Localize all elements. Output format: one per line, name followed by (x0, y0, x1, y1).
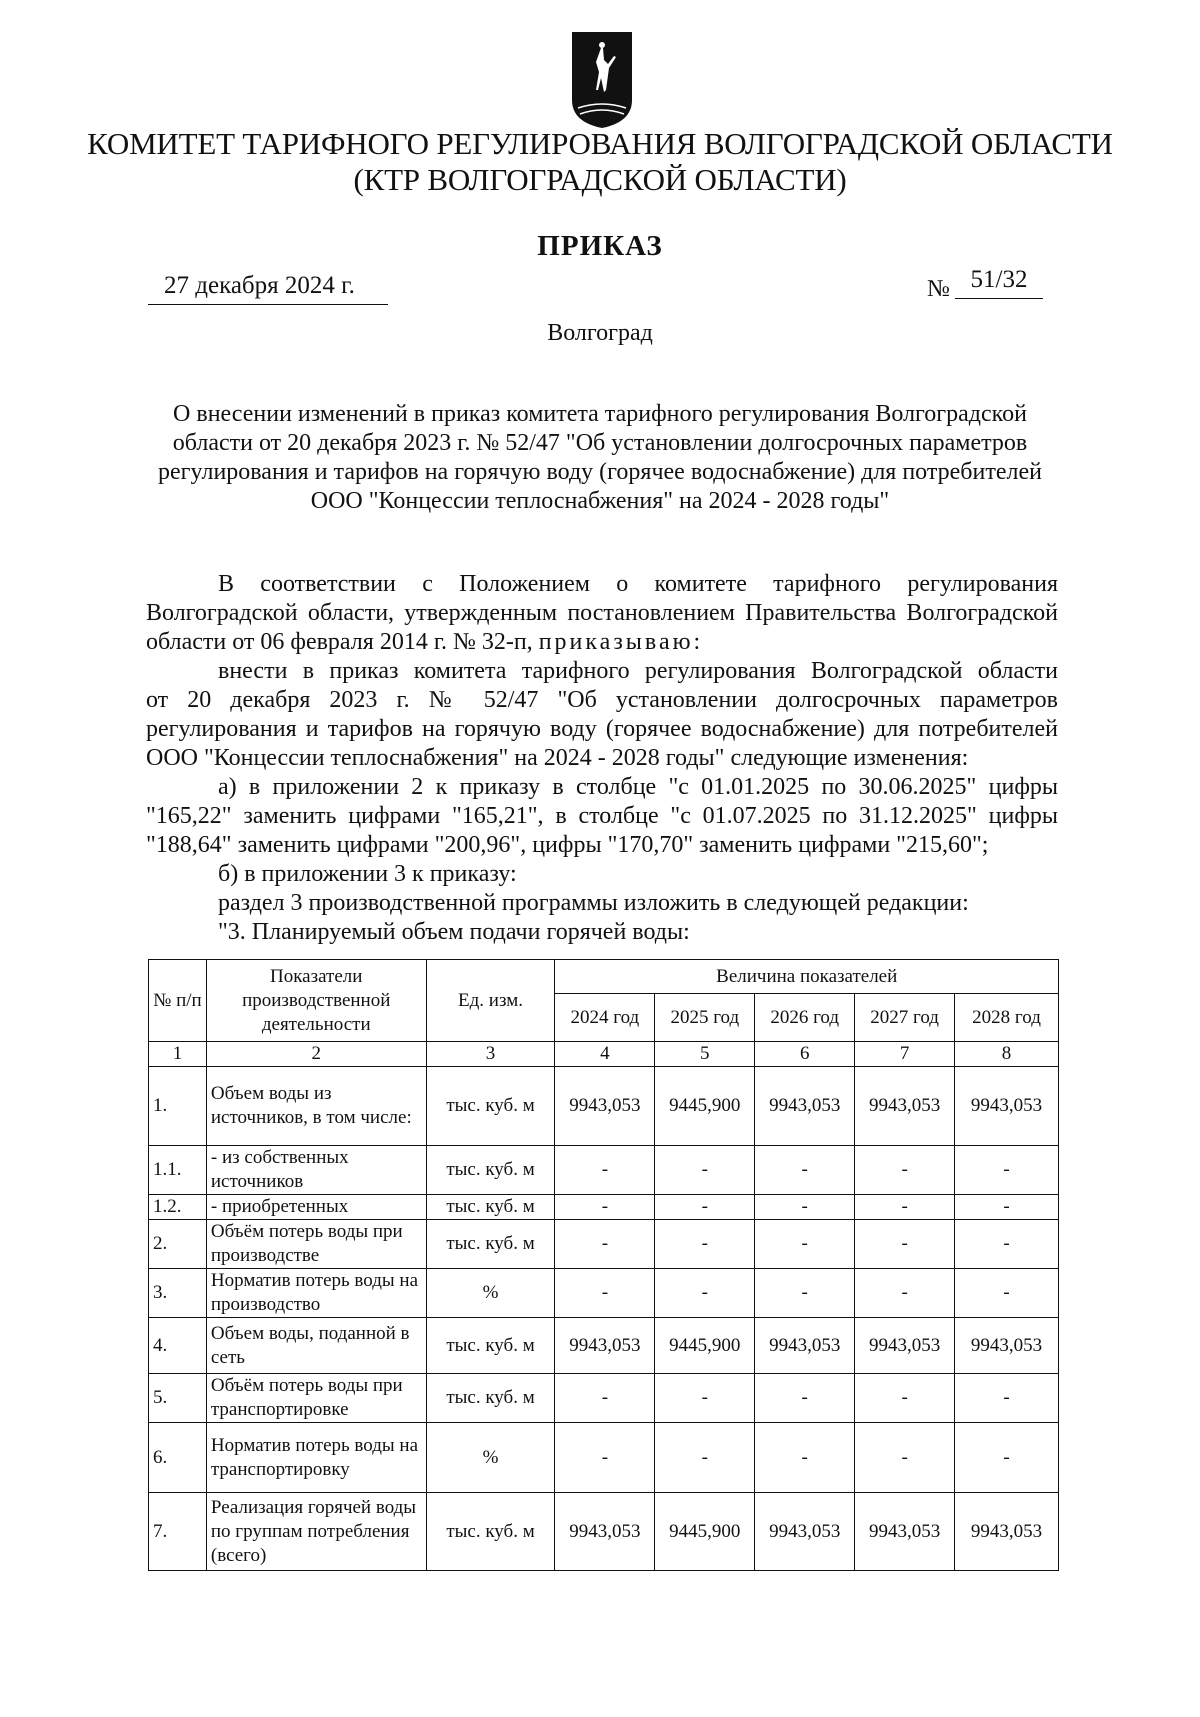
indicator-cell: - приобретенных (206, 1195, 426, 1220)
row-number-cell: 7. (149, 1493, 207, 1571)
value-cell: 9943,053 (555, 1318, 655, 1374)
header-cell: № п/п (149, 960, 207, 1042)
value-cell: - (555, 1195, 655, 1220)
value-cell: - (755, 1195, 855, 1220)
column-number: 3 (426, 1042, 555, 1067)
indicator-cell: Объем воды, поданной в сеть (206, 1318, 426, 1374)
row-number-cell: 1.2. (149, 1195, 207, 1220)
value-cell: - (655, 1423, 755, 1493)
table-row (149, 1318, 1059, 1374)
order-subject: О внесении изменений в приказ комитета тарифного регулирования Волгоградской области от 20 декабря 2023 г. № 52/47 "Об установлении долгосрочных параметров регулирования и тарифов на горячую воду (горячее водоснабжение) для потребителей ООО "Концессии теплоснабжения" на 2024 - 2028 годы" (158, 401, 1042, 514)
value-cell: - (855, 1423, 955, 1493)
header-cell: Показатели производственной деятельности (206, 960, 426, 1042)
order-date: 27 декабря 2024 г. (148, 272, 388, 305)
body-line: внести в приказ комитета тарифного регулирования Волгоградской области (218, 658, 1058, 684)
row-number-cell: 3. (149, 1269, 207, 1318)
value-cell: - (655, 1374, 755, 1423)
value-cell: 9943,053 (855, 1067, 955, 1146)
body-line: "3. Планируемый объем подачи горячей воды: (218, 919, 690, 945)
column-number: 1 (149, 1042, 207, 1067)
body-text: области от 06 февраля 2014 г. № 32-п, (146, 629, 533, 655)
indicator-cell: Объём потерь воды при производстве (206, 1220, 426, 1269)
row-number-cell: 1.1. (149, 1146, 207, 1195)
order-number-label: № (927, 276, 950, 302)
value-cell: - (955, 1220, 1059, 1269)
table-row (149, 1220, 1059, 1269)
indicator-cell: - из собственных источников (206, 1146, 426, 1195)
indicator-cell: Объем воды из источников, в том числе: (206, 1067, 426, 1146)
value-cell: - (655, 1220, 755, 1269)
value-cell: - (955, 1146, 1059, 1195)
body-line: раздел 3 производственной программы изложить в следующей редакции: (218, 890, 969, 916)
table-row (149, 1195, 1059, 1220)
year-cell: 2027 год (855, 994, 955, 1042)
organization-name: КОМИТЕТ ТАРИФНОГО РЕГУЛИРОВАНИЯ ВОЛГОГРАДСКОЙ ОБЛАСТИ (87, 126, 1113, 161)
value-cell: - (755, 1423, 855, 1493)
body-line: б) в приложении 3 к приказу: (218, 861, 517, 887)
unit-cell: тыс. куб. м (426, 1374, 555, 1423)
value-cell: - (555, 1374, 655, 1423)
value-cell: 9445,900 (655, 1493, 755, 1571)
column-number: 7 (855, 1042, 955, 1067)
indicator-cell: Норматив потерь воды на транспортировку (206, 1423, 426, 1493)
body-line: Волгоградской области, утвержденным постановлением Правительства Волгоградской (146, 600, 1058, 626)
value-cell: 9943,053 (955, 1067, 1059, 1146)
table-row (149, 1423, 1059, 1493)
value-cell: 9943,053 (955, 1493, 1059, 1571)
row-number-cell: 1. (149, 1067, 207, 1146)
order-body (146, 570, 1058, 947)
unit-cell: % (426, 1423, 555, 1493)
document-type: ПРИКАЗ (537, 230, 663, 262)
value-cell: - (755, 1220, 855, 1269)
value-cell: 9943,053 (955, 1318, 1059, 1374)
value-cell: 9445,900 (655, 1318, 755, 1374)
value-cell: - (555, 1146, 655, 1195)
value-cell: - (655, 1146, 755, 1195)
header-cell: Величина показателей (555, 960, 1059, 994)
unit-cell: % (426, 1269, 555, 1318)
value-cell: 9943,053 (755, 1318, 855, 1374)
column-number: 8 (955, 1042, 1059, 1067)
value-cell: 9943,053 (555, 1493, 655, 1571)
unit-cell: тыс. куб. м (426, 1146, 555, 1195)
table-column-numbers-row (149, 1042, 1059, 1067)
body-line: В соответствии с Положением о комитете тарифного регулирования (218, 571, 1058, 597)
hot-water-supply-table (148, 959, 1059, 1571)
table-row (149, 1493, 1059, 1571)
body-line: а) в приложении 2 к приказу в столбце "с 01.01.2025 по 30.06.2025" цифры (218, 774, 1058, 800)
unit-cell: тыс. куб. м (426, 1220, 555, 1269)
table-row (149, 1146, 1059, 1195)
row-number-cell: 5. (149, 1374, 207, 1423)
body-line: ООО "Концессии теплоснабжения" на 2024 - 2028 годы" следующие изменения: (146, 745, 969, 771)
body-line: регулирования и тарифов на горячую воду (горячее водоснабжение) для потребителей (146, 716, 1058, 742)
unit-cell: тыс. куб. м (426, 1195, 555, 1220)
value-cell: - (955, 1269, 1059, 1318)
unit-cell: тыс. куб. м (426, 1318, 555, 1374)
year-cell: 2026 год (755, 994, 855, 1042)
body-line: "165,22" заменить цифрами "165,21", в столбце "с 01.07.2025 по 31.12.2025" цифры (146, 803, 1058, 829)
value-cell: - (855, 1146, 955, 1195)
value-cell: - (755, 1269, 855, 1318)
table-row (149, 1067, 1059, 1146)
indicator-cell: Реализация горячей воды по группам потребления (всего) (206, 1493, 426, 1571)
body-line: от 20 декабря 2023 г. № 52/47 "Об установлении долгосрочных параметров (146, 687, 1058, 713)
value-cell: - (555, 1423, 655, 1493)
value-cell: - (655, 1195, 755, 1220)
table-header-row (149, 960, 1059, 994)
column-number: 5 (655, 1042, 755, 1067)
value-cell: 9943,053 (855, 1493, 955, 1571)
row-number-cell: 4. (149, 1318, 207, 1374)
column-number: 4 (555, 1042, 655, 1067)
body-line: "188,64" заменить цифрами "200,96", цифры "170,70" заменить цифрами "215,60"; (146, 832, 989, 858)
indicator-cell: Объём потерь воды при транспортировке (206, 1374, 426, 1423)
coat-of-arms-icon (568, 30, 636, 130)
value-cell: - (555, 1220, 655, 1269)
year-cell: 2025 год (655, 994, 755, 1042)
body-line: области от 06 февраля 2014 г. № 32-п, приказываю: (146, 629, 701, 655)
value-cell: - (655, 1269, 755, 1318)
year-cell: 2024 год (555, 994, 655, 1042)
year-cell: 2028 год (955, 994, 1059, 1042)
table-row (149, 1269, 1059, 1318)
value-cell: - (755, 1374, 855, 1423)
organization-abbreviation: (КТР ВОЛГОГРАДСКОЙ ОБЛАСТИ) (353, 162, 847, 197)
value-cell: - (755, 1146, 855, 1195)
value-cell: - (855, 1374, 955, 1423)
order-word: приказываю (538, 629, 694, 655)
value-cell: - (855, 1220, 955, 1269)
row-number-cell: 6. (149, 1423, 207, 1493)
column-number: 2 (206, 1042, 426, 1067)
value-cell: - (955, 1374, 1059, 1423)
value-cell: - (855, 1195, 955, 1220)
value-cell: 9445,900 (655, 1067, 755, 1146)
value-cell: - (955, 1195, 1059, 1220)
value-cell: - (855, 1269, 955, 1318)
unit-cell: тыс. куб. м (426, 1493, 555, 1571)
value-cell: 9943,053 (755, 1493, 855, 1571)
row-number-cell: 2. (149, 1220, 207, 1269)
value-cell: 9943,053 (555, 1067, 655, 1146)
city: Волгоград (547, 320, 653, 346)
column-number: 6 (755, 1042, 855, 1067)
value-cell: - (955, 1423, 1059, 1493)
header-cell: Ед. изм. (426, 960, 555, 1042)
value-cell: 9943,053 (755, 1067, 855, 1146)
order-number: 51/32 (955, 266, 1043, 299)
value-cell: - (555, 1269, 655, 1318)
value-cell: 9943,053 (855, 1318, 955, 1374)
table-row (149, 1374, 1059, 1423)
indicator-cell: Норматив потерь воды на производство (206, 1269, 426, 1318)
unit-cell: тыс. куб. м (426, 1067, 555, 1146)
